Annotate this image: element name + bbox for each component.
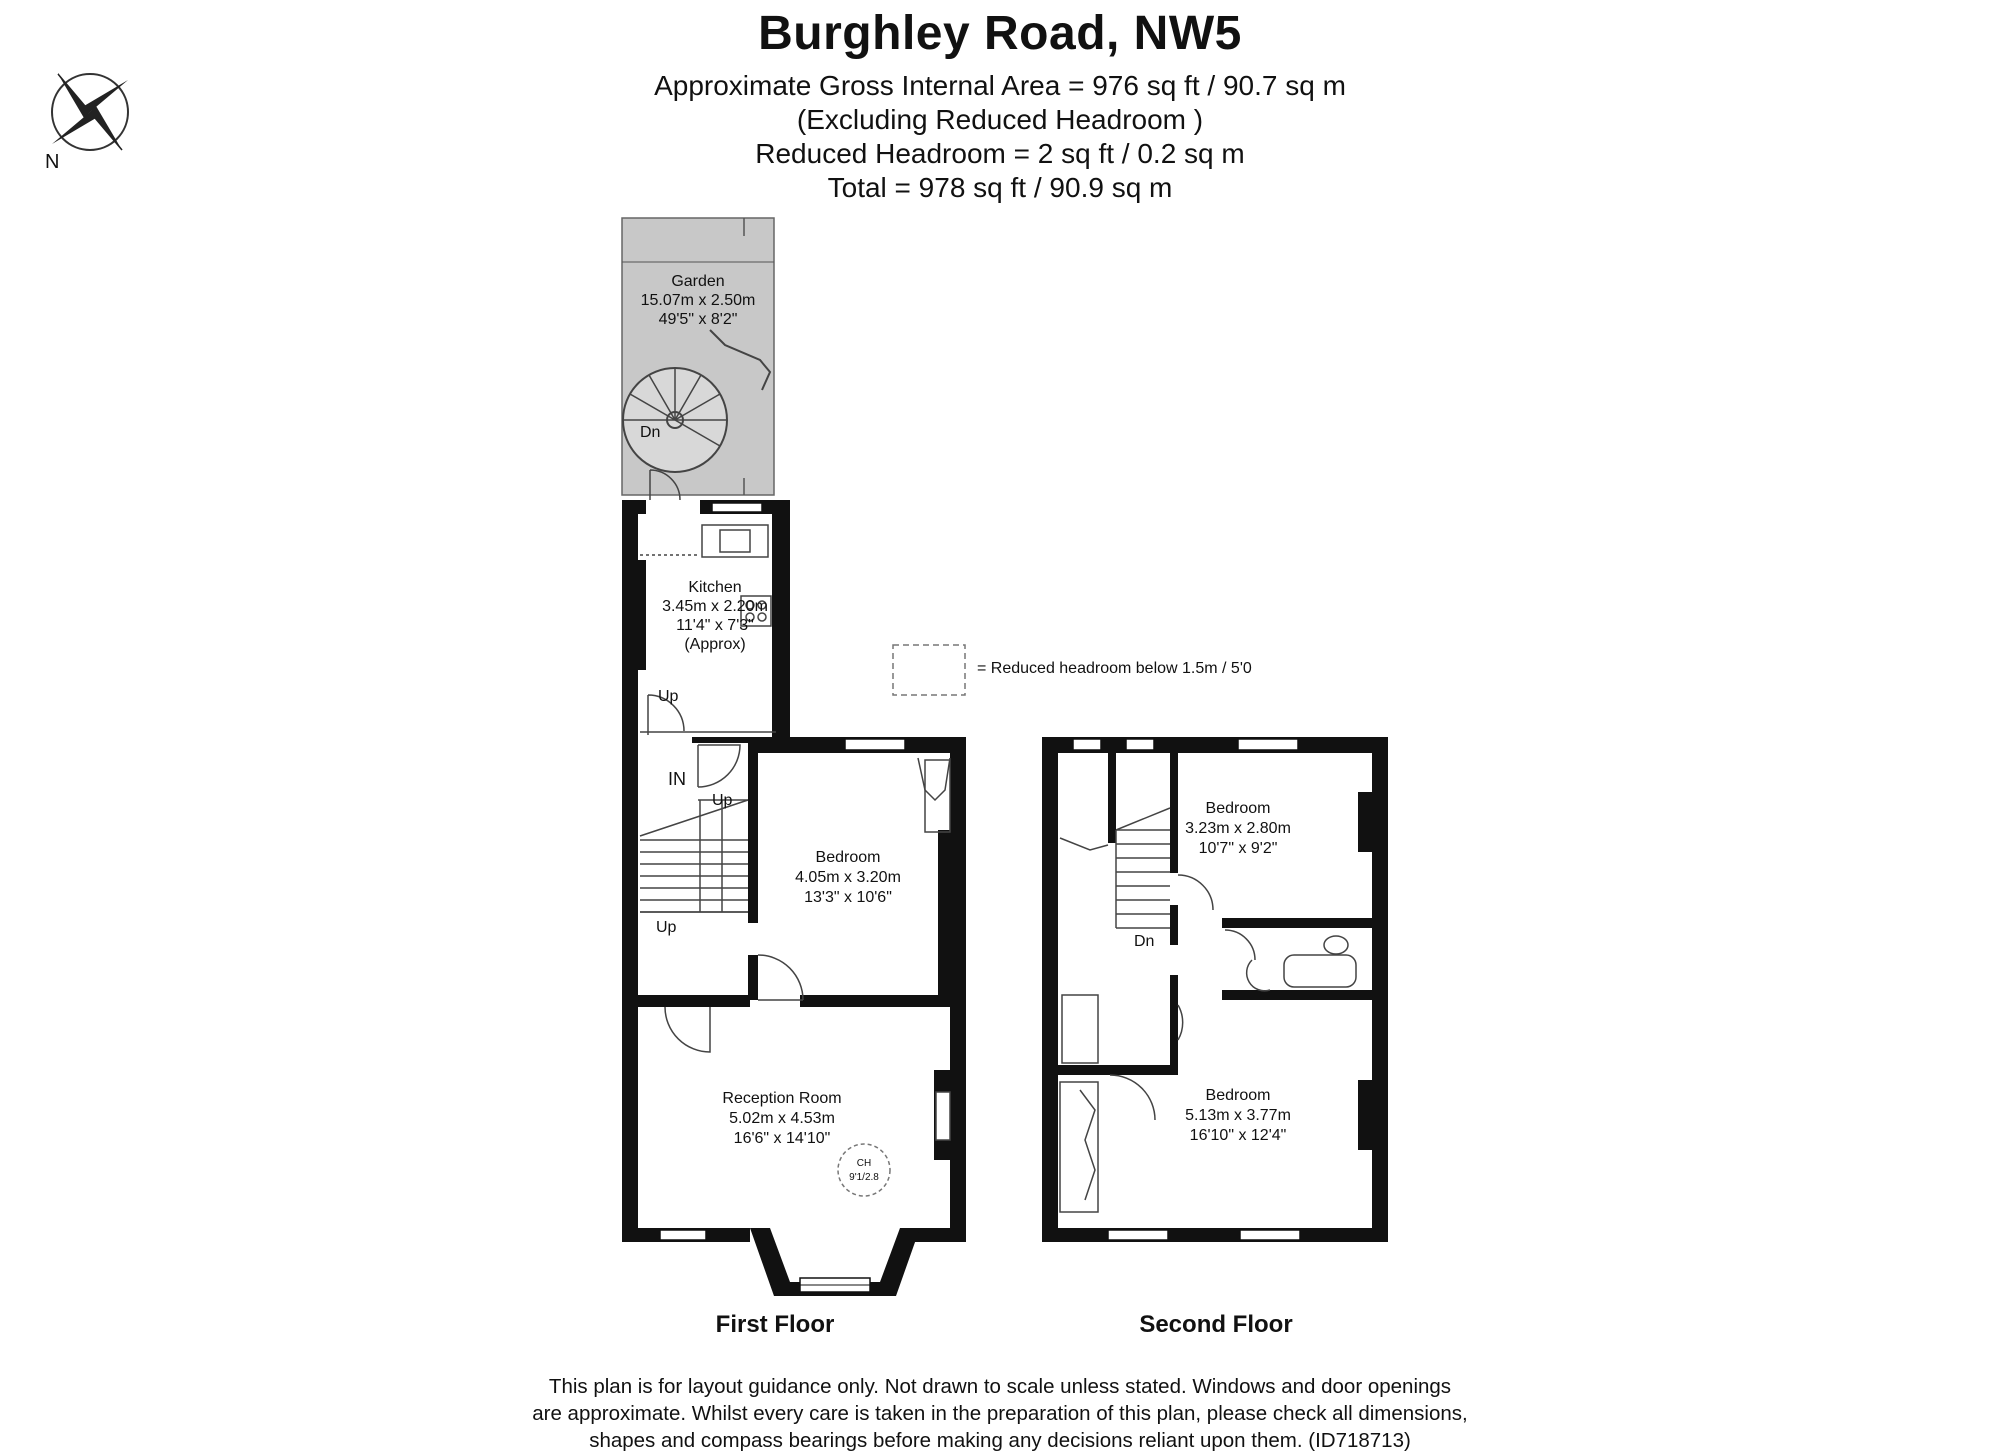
bedroom-first-imperial: 13'3" x 10'6": [804, 889, 892, 906]
disclaimer-line-2: are approximate. Whilst every care is taken in the preparation of this plan, please check all dimensions,: [532, 1402, 1468, 1425]
kitchen-imperial: 11'4" x 7'3": [676, 617, 754, 634]
stair-up-label-1: Up: [658, 688, 679, 705]
bedroom-first-name: Bedroom: [815, 849, 881, 866]
total-area-line: Total = 978 sq ft / 90.9 sq m: [827, 172, 1173, 203]
reduced-headroom-line: Reduced Headroom = 2 sq ft / 0.2 sq m: [755, 138, 1245, 169]
bedroom-large-name: Bedroom: [1205, 1087, 1271, 1104]
reduced-headroom-legend-swatch: [893, 645, 965, 695]
bedroom-large-metric: 5.13m x 3.77m: [1185, 1107, 1291, 1124]
reception-name: Reception Room: [722, 1090, 842, 1107]
ceiling-height-ch: CH: [856, 1158, 872, 1169]
excluding-note-line: (Excluding Reduced Headroom ): [796, 104, 1204, 135]
ceiling-height-value: 9'1/2.8: [849, 1172, 879, 1183]
bedroom-small-name: Bedroom: [1205, 800, 1271, 817]
kitchen-name: Kitchen: [688, 579, 742, 596]
garden-imperial: 49'5" x 8'2": [658, 311, 738, 328]
ceiling-height-marker: [838, 1144, 890, 1196]
kitchen-note: (Approx): [684, 636, 746, 653]
reception-imperial: 16'6" x 14'10": [733, 1130, 831, 1147]
compass-rose-icon: [52, 74, 128, 150]
page-title: Burghley Road, NW5: [758, 7, 1242, 60]
garden-name: Garden: [671, 273, 725, 290]
fireplace-icon: [936, 1092, 950, 1140]
second-floor-fittings: [1060, 808, 1356, 1212]
garden-area: [622, 218, 774, 495]
bedroom-large-imperial: 16'10" x 12'4": [1189, 1127, 1287, 1144]
bedroom-small-metric: 3.23m x 2.80m: [1185, 820, 1291, 837]
disclaimer: [0, 1373, 2000, 1454]
compass-north-label: N: [45, 151, 60, 173]
reception-bay-window: [750, 1228, 920, 1296]
second-floor-label: Second Floor: [1139, 1311, 1293, 1338]
legend-text: = Reduced headroom below 1.5m / 5'0: [977, 660, 1252, 677]
bedroom-small-imperial: 10'7" x 9'2": [1198, 840, 1278, 857]
bedroom-first-metric: 4.05m x 3.20m: [795, 869, 901, 886]
garden-metric: 15.07m x 2.50m: [640, 292, 756, 309]
kitchen-metric: 3.45m x 2.20m: [662, 598, 768, 615]
disclaimer-line-3: shapes and compass bearings before making any decisions reliant upon them. (ID718713): [589, 1429, 1411, 1452]
garden-stair-dn-label: Dn: [640, 424, 661, 441]
gross-area-line: Approximate Gross Internal Area = 976 sq ft / 90.7 sq m: [654, 70, 1346, 101]
stair-up-label-2: Up: [712, 792, 733, 809]
reception-metric: 5.02m x 4.53m: [729, 1110, 835, 1127]
disclaimer-line-1: This plan is for layout guidance only. Not drawn to scale unless stated. Windows and door openings: [548, 1375, 1452, 1398]
second-floor-stair-dn-label: Dn: [1134, 933, 1155, 950]
first-floor-label: First Floor: [715, 1311, 835, 1338]
entrance-label: IN: [668, 769, 686, 789]
stair-up-label-3: Up: [656, 919, 677, 936]
